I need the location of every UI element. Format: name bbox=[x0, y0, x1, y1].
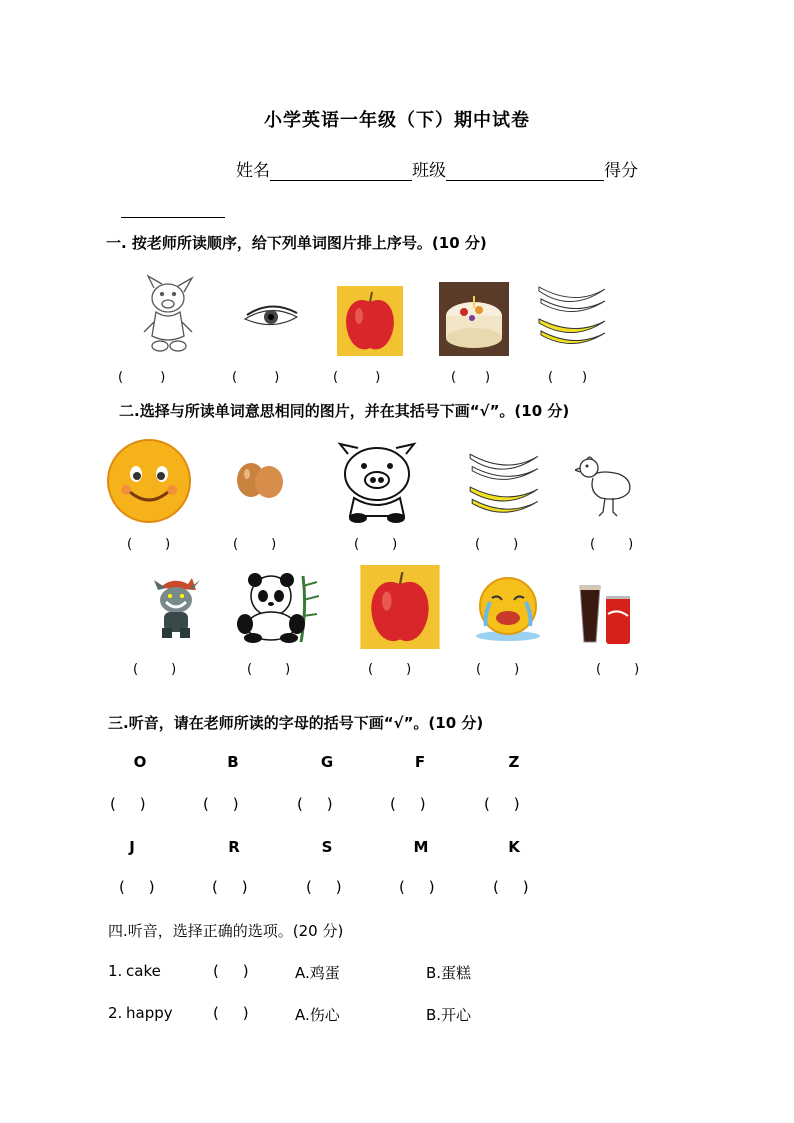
score-field[interactable] bbox=[121, 217, 225, 218]
smiley-face-icon bbox=[106, 438, 192, 524]
chicken-icon bbox=[575, 452, 637, 518]
answer-paren[interactable]: ( ) bbox=[233, 537, 277, 552]
crying-face-icon bbox=[472, 576, 544, 642]
pig-cartoon-icon bbox=[138, 274, 200, 356]
banana-icon bbox=[535, 277, 609, 355]
apple-icon bbox=[337, 286, 403, 356]
question-word: happy bbox=[126, 1004, 173, 1022]
answer-paren[interactable]: ( ) bbox=[596, 662, 640, 677]
name-field[interactable] bbox=[270, 162, 412, 181]
letter-label: M bbox=[413, 838, 429, 856]
answer-paren[interactable]: ( ) bbox=[127, 537, 171, 552]
answer-paren[interactable]: ( ) bbox=[119, 878, 155, 896]
option-b[interactable]: B.开心 bbox=[426, 1006, 472, 1024]
answer-paren[interactable]: ( ) bbox=[118, 370, 166, 385]
banana-icon bbox=[464, 444, 544, 524]
answer-paren[interactable]: ( ) bbox=[333, 370, 381, 385]
letter-label: K bbox=[508, 838, 520, 856]
option-a[interactable]: A.鸡蛋 bbox=[295, 964, 340, 982]
answer-paren[interactable]: ( ) bbox=[297, 795, 333, 813]
panda-icon bbox=[233, 572, 323, 644]
answer-paren[interactable]: ( ) bbox=[484, 795, 520, 813]
eggs-icon bbox=[233, 456, 285, 500]
answer-paren[interactable]: ( ) bbox=[590, 537, 634, 552]
class-label: 班级 bbox=[412, 161, 446, 181]
letter-label: Z bbox=[508, 753, 520, 771]
answer-paren[interactable]: ( ) bbox=[247, 662, 291, 677]
letter-label: J bbox=[129, 838, 135, 856]
letter-label: O bbox=[133, 753, 147, 771]
answer-paren[interactable]: ( ) bbox=[476, 662, 520, 677]
eye-icon bbox=[243, 305, 299, 331]
answer-paren[interactable]: ( ) bbox=[475, 537, 519, 552]
answer-paren[interactable]: ( ) bbox=[213, 962, 249, 980]
letter-label: G bbox=[320, 753, 334, 771]
student-info-line bbox=[236, 156, 638, 181]
section2-heading: 二.选择与所读单词意思相同的图片，并在其括号下画“√”。(10 分) bbox=[119, 402, 570, 420]
question-number: 2. bbox=[108, 1004, 123, 1022]
answer-paren[interactable]: ( ) bbox=[110, 795, 146, 813]
score-label: 得分 bbox=[604, 161, 638, 181]
answer-paren[interactable]: ( ) bbox=[133, 662, 177, 677]
answer-paren[interactable]: ( ) bbox=[213, 1004, 249, 1022]
answer-paren[interactable]: ( ) bbox=[212, 878, 248, 896]
letter-label: S bbox=[321, 838, 333, 856]
answer-paren[interactable]: ( ) bbox=[399, 878, 435, 896]
answer-paren[interactable]: ( ) bbox=[548, 370, 588, 385]
cola-icon bbox=[576, 578, 636, 648]
section3-heading: 三.听音，请在老师所读的字母的括号下画“√”。(10 分) bbox=[108, 714, 484, 732]
class-field[interactable] bbox=[446, 162, 604, 181]
answer-paren[interactable]: ( ) bbox=[306, 878, 342, 896]
section1-heading: 一. 按老师所读顺序，给下列单词图片排上序号。(10 分) bbox=[106, 234, 487, 252]
section4-heading: 四.听音，选择正确的选项。(20 分) bbox=[108, 922, 344, 940]
letter-label: B bbox=[227, 753, 239, 771]
answer-paren[interactable]: ( ) bbox=[493, 878, 529, 896]
question-number: 1. bbox=[108, 962, 123, 980]
answer-paren[interactable]: ( ) bbox=[451, 370, 491, 385]
option-a[interactable]: A.伤心 bbox=[295, 1006, 340, 1024]
answer-paren[interactable]: ( ) bbox=[354, 537, 398, 552]
apple-icon bbox=[357, 565, 443, 649]
answer-paren[interactable]: ( ) bbox=[368, 662, 412, 677]
answer-paren[interactable]: ( ) bbox=[232, 370, 280, 385]
letter-label: F bbox=[414, 753, 426, 771]
option-b[interactable]: B.蛋糕 bbox=[426, 964, 472, 982]
pig-face-icon bbox=[334, 440, 420, 524]
page-title: 小学英语一年级（下）期中试卷 bbox=[264, 110, 530, 131]
answer-paren[interactable]: ( ) bbox=[390, 795, 426, 813]
question-word: cake bbox=[126, 962, 161, 980]
name-label: 姓名 bbox=[236, 161, 270, 181]
cake-icon bbox=[439, 282, 509, 356]
answer-paren[interactable]: ( ) bbox=[203, 795, 239, 813]
wolf-cartoon-icon bbox=[152, 572, 202, 642]
letter-label: R bbox=[228, 838, 240, 856]
